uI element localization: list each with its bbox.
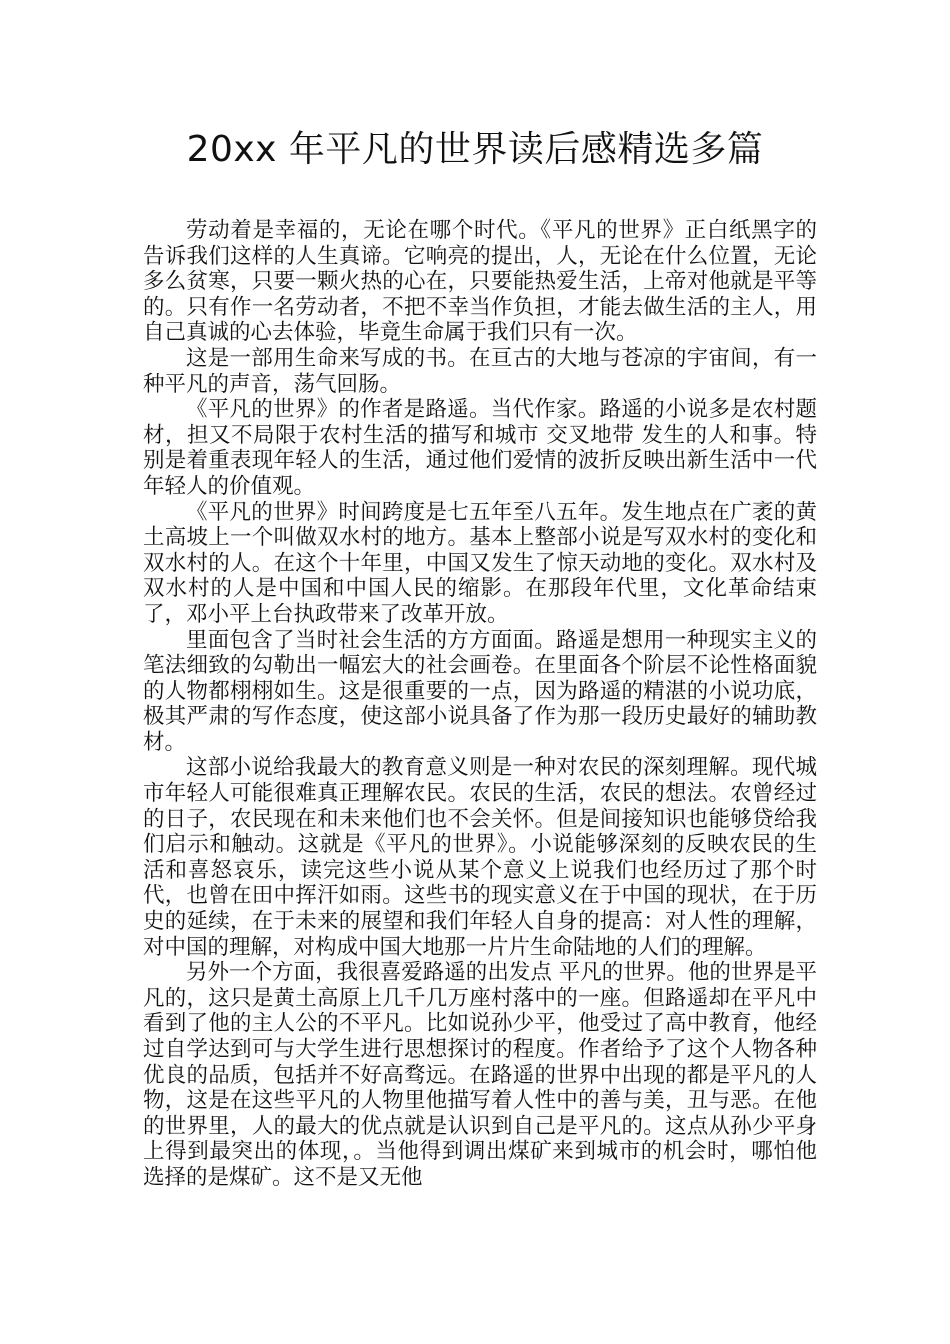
paragraph: 里面包含了当时社会生活的方方面面。路遥是想用一种现实主义的笔法细致的勾勒出一幅宏大的社会画卷。在里面各个阶层不论性格面貌的人物都栩栩如生。这是很重要的一点，因为路遥的精湛的小说功底，极其严肃的写作态度，使这部小说具备了作为那一段历史最好的辅助教材。: [143, 627, 817, 755]
document-body: [143, 218, 817, 1191]
document-title: 20xx 年平凡的世界读后感精选多篇: [186, 129, 764, 170]
paragraph: 《平凡的世界》时间跨度是七五年至八五年。发生地点在广袤的黄土高坡上一个叫做双水村的地方。基本上整部小说是写双水村的变化和双水村的人。在这个十年里，中国又发生了惊天动地的变化。双水村及双水村的人是中国和中国人民的缩影。在那段年代里，文化革命结束了，邓小平上台执政带来了改革开放。: [143, 499, 817, 627]
paragraph: 这部小说给我最大的教育意义则是一种对农民的深刻理解。现代城市年轻人可能很难真正理解农民。农民的生活，农民的想法。农曾经过的日子，农民现在和未来他们也不会关怀。但是间接知识也能够贷给我们启示和触动。这就是《平凡的世界》。小说能够深刻的反映农民的生活和喜怒哀乐，读完这些小说从某个意义上说我们也经历过了那个时代，也曾在田中挥汗如雨。这些书的现实意义在于中国的现状，在于历史的延续，在于未来的展望和我们年轻人自身的提高：对人性的理解，对中国的理解，对构成中国大地那一片片生命陆地的人们的理解。: [143, 755, 817, 960]
paragraph: 另外一个方面，我很喜爱路遥的出发点 平凡的世界。他的世界是平凡的，这只是黄土高原上几千几万座村落中的一座。但路遥却在平凡中看到了他的主人公的不平凡。比如说孙少平，他受过了高中教育，他经过自学达到可与大学生进行思想探讨的程度。作者给予了这个人物各种优良的品质，包括并不好高骛远。在路遥的世界中出现的都是平凡的人物，这是在这些平凡的人物里他描写着人性中的善与美，丑与恶。在他的世界里，人的最大的优点就是认识到自己是平凡的。这点从孙少平身上得到最突出的体现，。当他得到调出煤矿来到城市的机会时，哪怕他选择的是煤矿。这不是又无他: [143, 960, 817, 1190]
paragraph: 《平凡的世界》的作者是路遥。当代作家。路遥的小说多是农村题材，担又不局限于农村生活的描写和城市 交叉地带 发生的人和事。特别是着重表现年轻人的生活，通过他们爱情的波折反映出新生活中一代年轻人的价值观。: [143, 397, 817, 499]
paragraph: 劳动着是幸福的，无论在哪个时代。《平凡的世界》正白纸黑字的告诉我们这样的人生真谛。它响亮的提出，人，无论在什么位置，无论多么贫寒，只要一颗火热的心在，只要能热爱生活，上帝对他就是平等的。只有作一名劳动者，不把不幸当作负担，才能去做生活的主人，用自己真诚的心去体验，毕竟生命属于我们只有一次。: [143, 218, 817, 346]
paragraph: 这是一部用生命来写成的书。在亘古的大地与苍凉的宇宙间，有一种平凡的声音，荡气回肠。: [143, 345, 817, 397]
